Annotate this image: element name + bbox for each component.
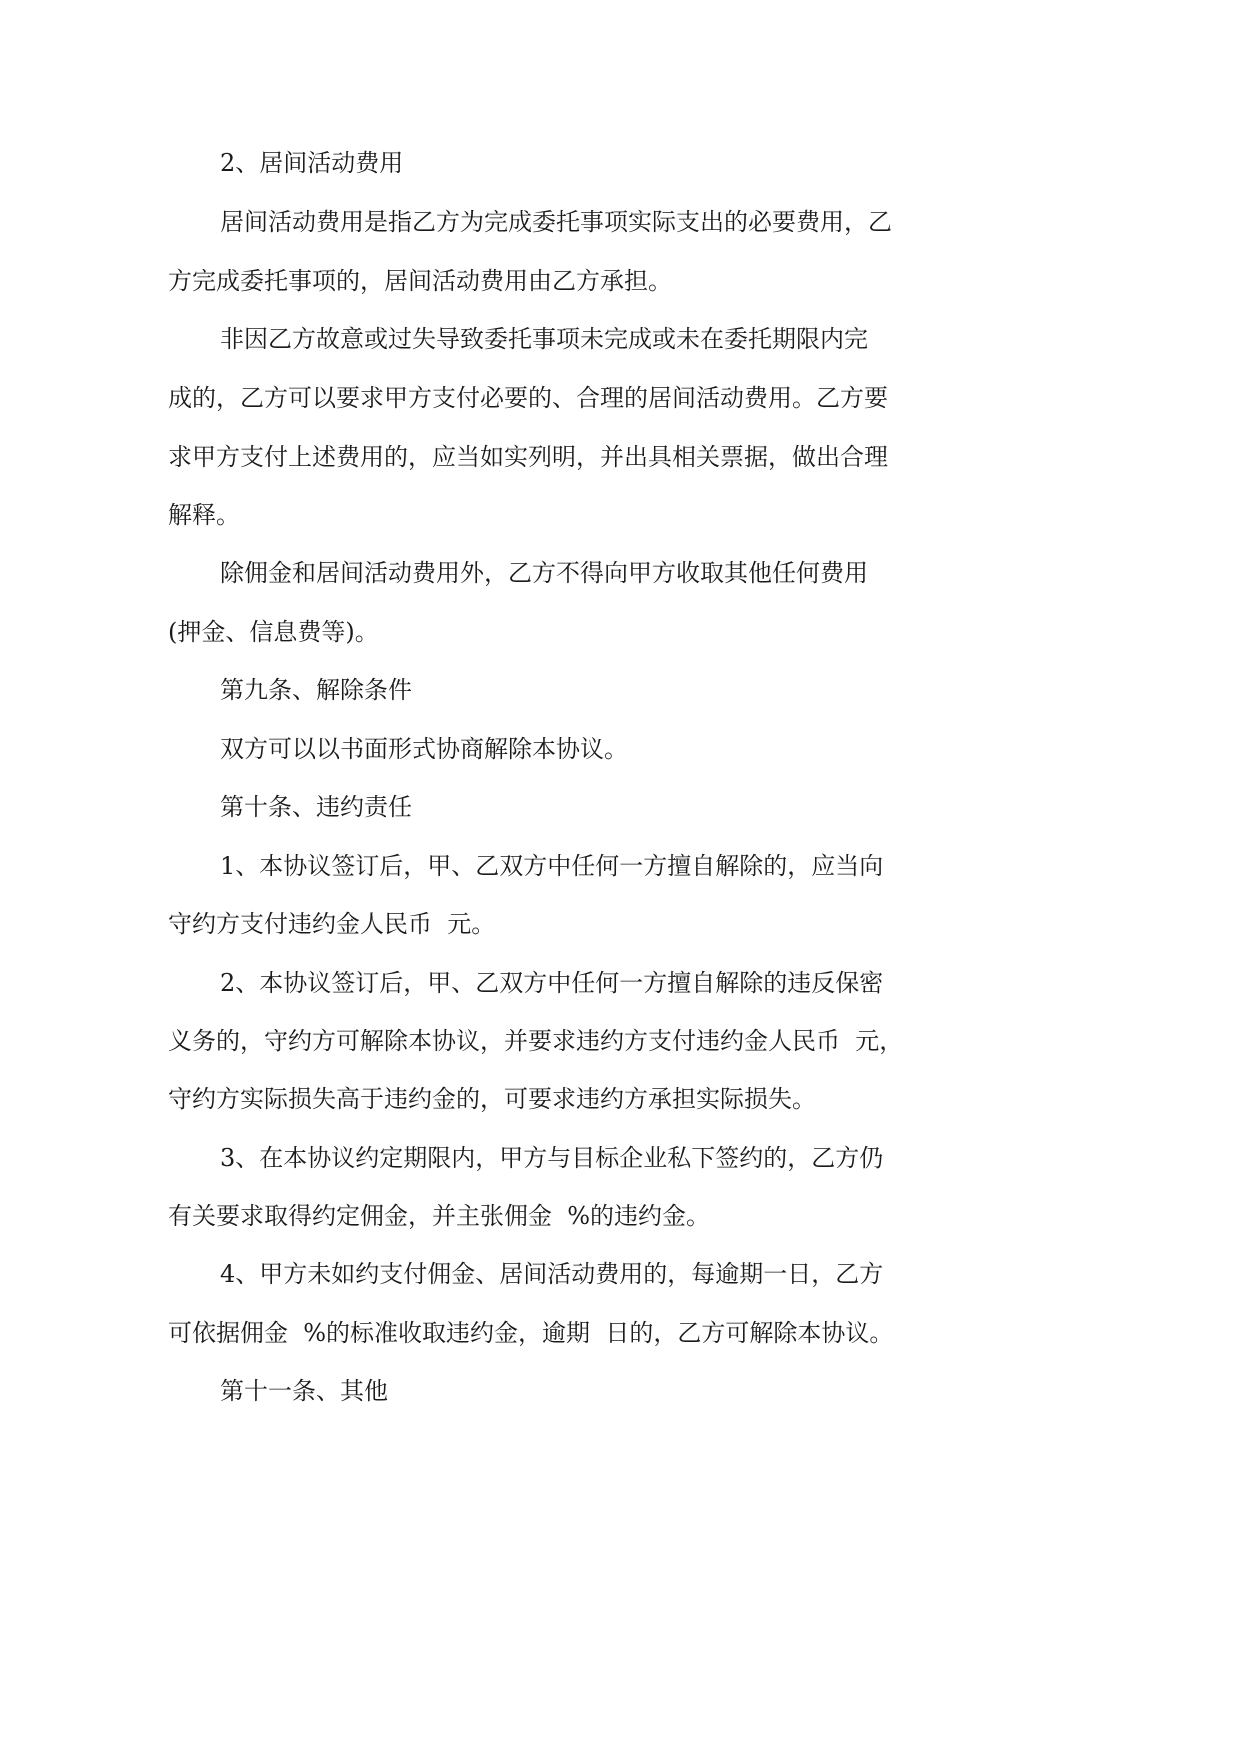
paragraph-line: 非因乙方故意或过失导致委托事项未完成或未在委托期限内完 [220, 325, 868, 353]
paragraph-line: 除佣金和居间活动费用外，乙方不得向甲方收取其他任何费用 [220, 559, 868, 587]
paragraph-line: 2、本协议签订后，甲、乙双方中任何一方擅自解除的违反保密 [220, 969, 884, 997]
paragraph-line: 解释。 [168, 501, 240, 529]
paragraph-line: 可依据佣金 %的标准收取违约金，逾期 日的，乙方可解除本协议。 [168, 1319, 894, 1347]
paragraph-line: 成的，乙方可以要求甲方支付必要的、合理的居间活动费用。乙方要 [168, 384, 888, 412]
paragraph-line: 双方可以以书面形式协商解除本协议。 [220, 735, 628, 763]
paragraph-line: 3、在本协议约定期限内，甲方与目标企业私下签约的，乙方仍 [220, 1144, 884, 1172]
paragraph-line: 义务的，守约方可解除本协议，并要求违约方支付违约金人民币 元， [168, 1027, 904, 1055]
paragraph-line: 守约方支付违约金人民币 元。 [168, 910, 496, 938]
paragraph-line: 有关要求取得约定佣金，并主张佣金 %的违约金。 [168, 1202, 711, 1230]
article-heading-9: 第九条、解除条件 [220, 676, 412, 704]
paragraph-line: 4、甲方未如约支付佣金、居间活动费用的，每逾期一日，乙方 [220, 1260, 884, 1288]
paragraph-line: 守约方实际损失高于违约金的，可要求违约方承担实际损失。 [168, 1085, 816, 1113]
paragraph-line: 居间活动费用是指乙方为完成委托事项实际支出的必要费用，乙 [220, 208, 892, 236]
paragraph-line: 1、本协议签订后，甲、乙双方中任何一方擅自解除的，应当向 [220, 852, 884, 880]
paragraph-line: (押金、信息费等)。 [168, 618, 379, 646]
article-heading-11: 第十一条、其他 [220, 1377, 388, 1405]
paragraph-line: 求甲方支付上述费用的，应当如实列明，并出具相关票据，做出合理 [168, 443, 888, 471]
article-heading-10: 第十条、违约责任 [220, 793, 412, 821]
paragraph-line: 方完成委托事项的，居间活动费用由乙方承担。 [168, 267, 672, 295]
subsection-heading-2: 2、居间活动费用 [220, 149, 404, 177]
